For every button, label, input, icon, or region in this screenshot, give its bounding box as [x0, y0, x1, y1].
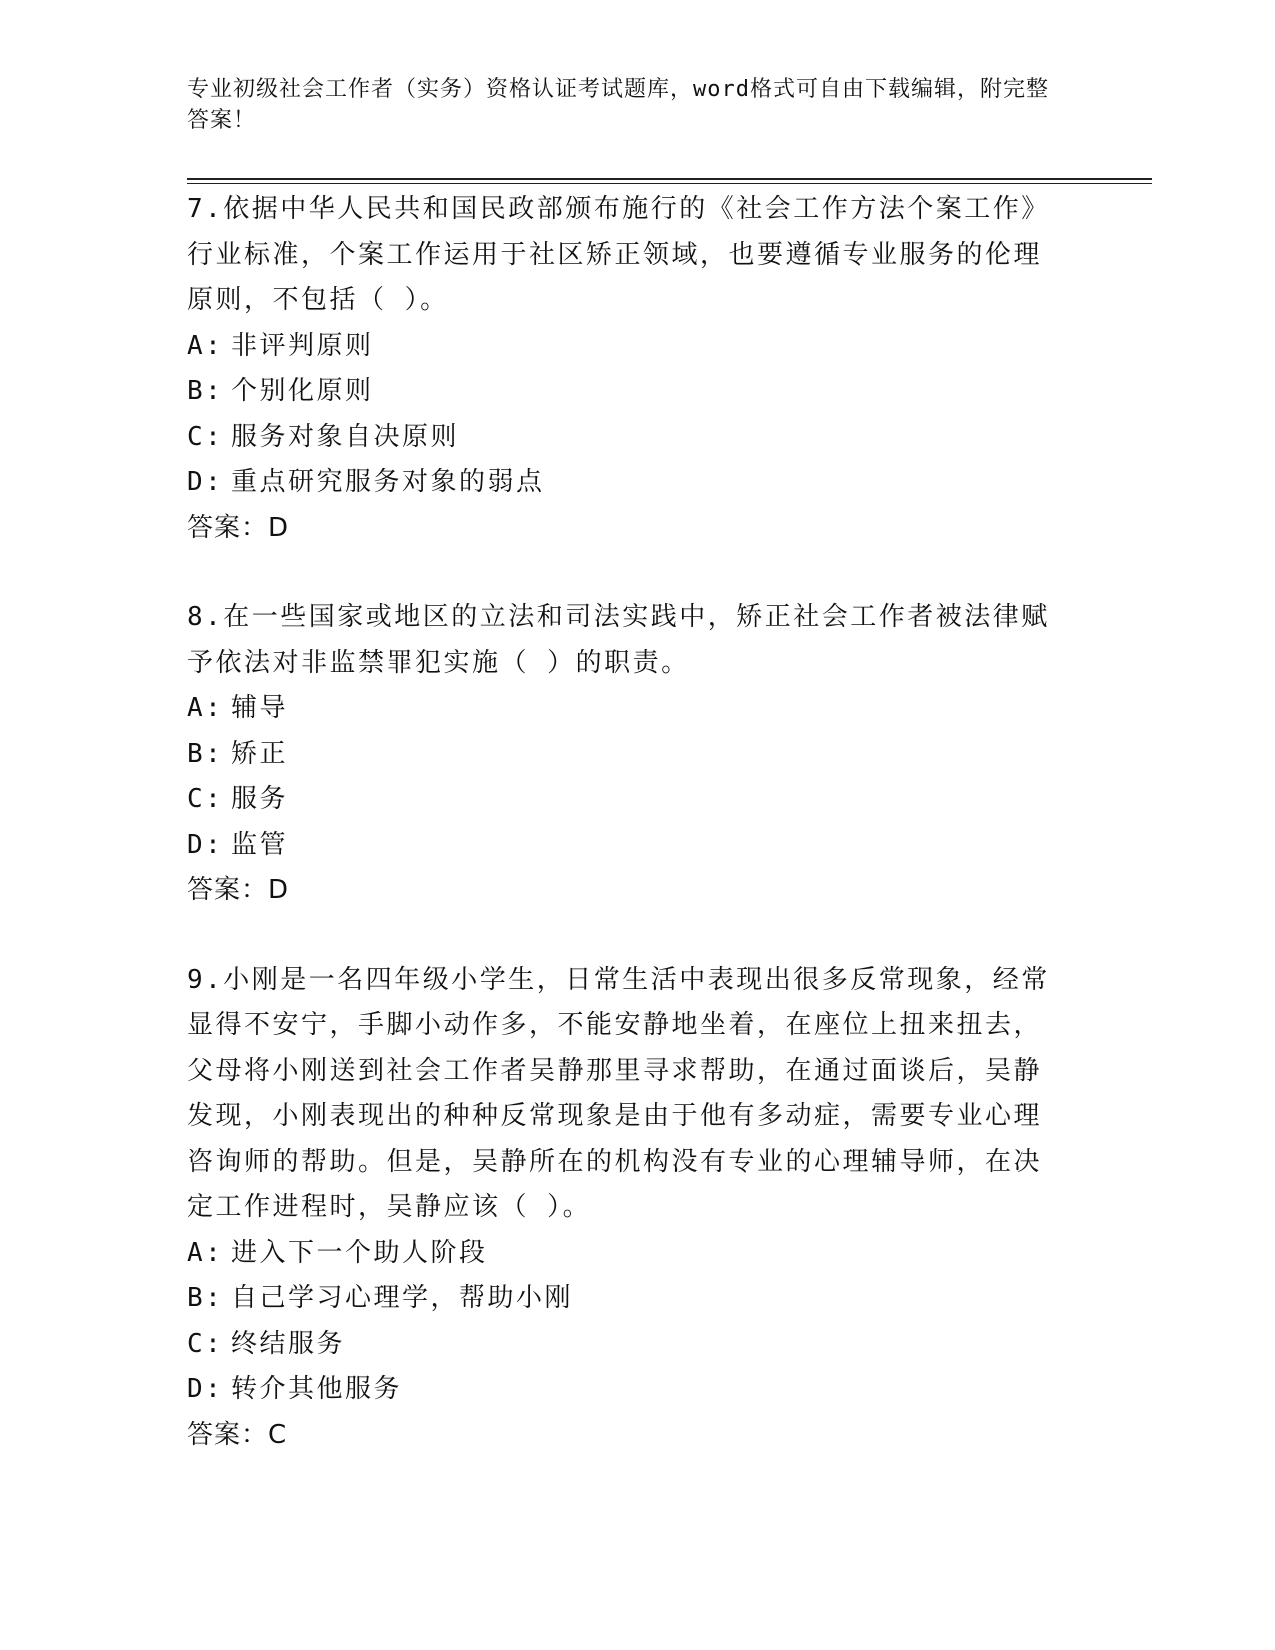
- option-a: [187, 1231, 1067, 1277]
- option-b: [187, 732, 1067, 778]
- option-c: [187, 777, 1067, 823]
- question-stem: 9.小刚是一名四年级小学生，日常生活中表现出很多反常现象，经常显得不安宁，手脚小动作多，不能安静地坐着，在座位上扭来扭去，父母将小刚送到社会工作者吴静那里寻求帮助，在通过面谈后，吴静发现，小刚表现出的种种反常现象是由于他有多动症，需要专业心理咨询师的帮助。但是，吴静所在的机构没有专业的心理辅导师，在决定工作进程时，吴静应该（ ）。: [187, 964, 1050, 1222]
- question-9: [187, 958, 1067, 1459]
- option-text: 矫正: [231, 738, 289, 769]
- question-spacer: [187, 914, 1067, 958]
- option-text: 重点研究服务对象的弱点: [231, 467, 545, 497]
- option-letter: C:: [187, 421, 224, 452]
- question-spacer: [187, 551, 1067, 595]
- option-d: [187, 823, 1067, 869]
- option-text: 进入下一个助人阶段: [231, 1237, 488, 1268]
- option-text: 终结服务: [231, 1328, 346, 1359]
- option-list: [187, 686, 1067, 868]
- option-text: 服务对象自决原则: [231, 421, 460, 452]
- option-letter: B:: [187, 738, 224, 769]
- document-header: 专业初级社会工作者（实务）资格认证考试题库，word格式可自由下载编辑，附完整答案！: [187, 77, 1049, 133]
- question-list: [187, 187, 1067, 1458]
- option-b: [187, 369, 1067, 415]
- option-text: 服务: [231, 784, 289, 814]
- option-d: [187, 1367, 1067, 1413]
- option-a: [187, 324, 1067, 370]
- option-letter: C:: [187, 784, 224, 814]
- option-list: [187, 1231, 1067, 1413]
- option-text: 监管: [231, 829, 289, 860]
- option-list: [187, 324, 1067, 506]
- option-b: [187, 1276, 1067, 1322]
- option-c: [187, 415, 1067, 461]
- question-stem: 8.在一些国家或地区的立法和司法实践中，矫正社会工作者被法律赋予依法对非监禁罪犯实施（ ）的职责。: [187, 602, 1050, 678]
- option-letter: B:: [187, 1283, 224, 1313]
- header-divider-thin: [187, 183, 1152, 184]
- option-letter: D:: [187, 1374, 224, 1404]
- option-text: 个别化原则: [231, 376, 374, 406]
- answer-line: 答案：D: [187, 875, 290, 905]
- option-c: [187, 1322, 1067, 1368]
- option-letter: A:: [187, 693, 224, 723]
- option-text: 转介其他服务: [231, 1374, 403, 1404]
- question-8: [187, 595, 1067, 914]
- option-a: [187, 686, 1067, 732]
- option-letter: B:: [187, 376, 224, 406]
- question-7: [187, 187, 1067, 551]
- question-stem: 7.依据中华人民共和国民政部颁布施行的《社会工作方法个案工作》行业标准，个案工作运用于社区矫正领域，也要遵循专业服务的伦理原则，不包括（ ）。: [187, 194, 1050, 315]
- option-d: [187, 460, 1067, 506]
- option-text: 非评判原则: [231, 330, 374, 361]
- answer-line: 答案：C: [187, 1419, 288, 1450]
- option-letter: D:: [187, 467, 224, 497]
- option-letter: A:: [187, 1237, 224, 1268]
- option-text: 辅导: [231, 693, 289, 723]
- option-text: 自己学习心理学，帮助小刚: [231, 1283, 574, 1313]
- header-divider-thick: [187, 178, 1152, 180]
- option-letter: A:: [187, 330, 224, 361]
- option-letter: D:: [187, 829, 224, 860]
- option-letter: C:: [187, 1328, 224, 1359]
- answer-line: 答案：D: [187, 512, 290, 543]
